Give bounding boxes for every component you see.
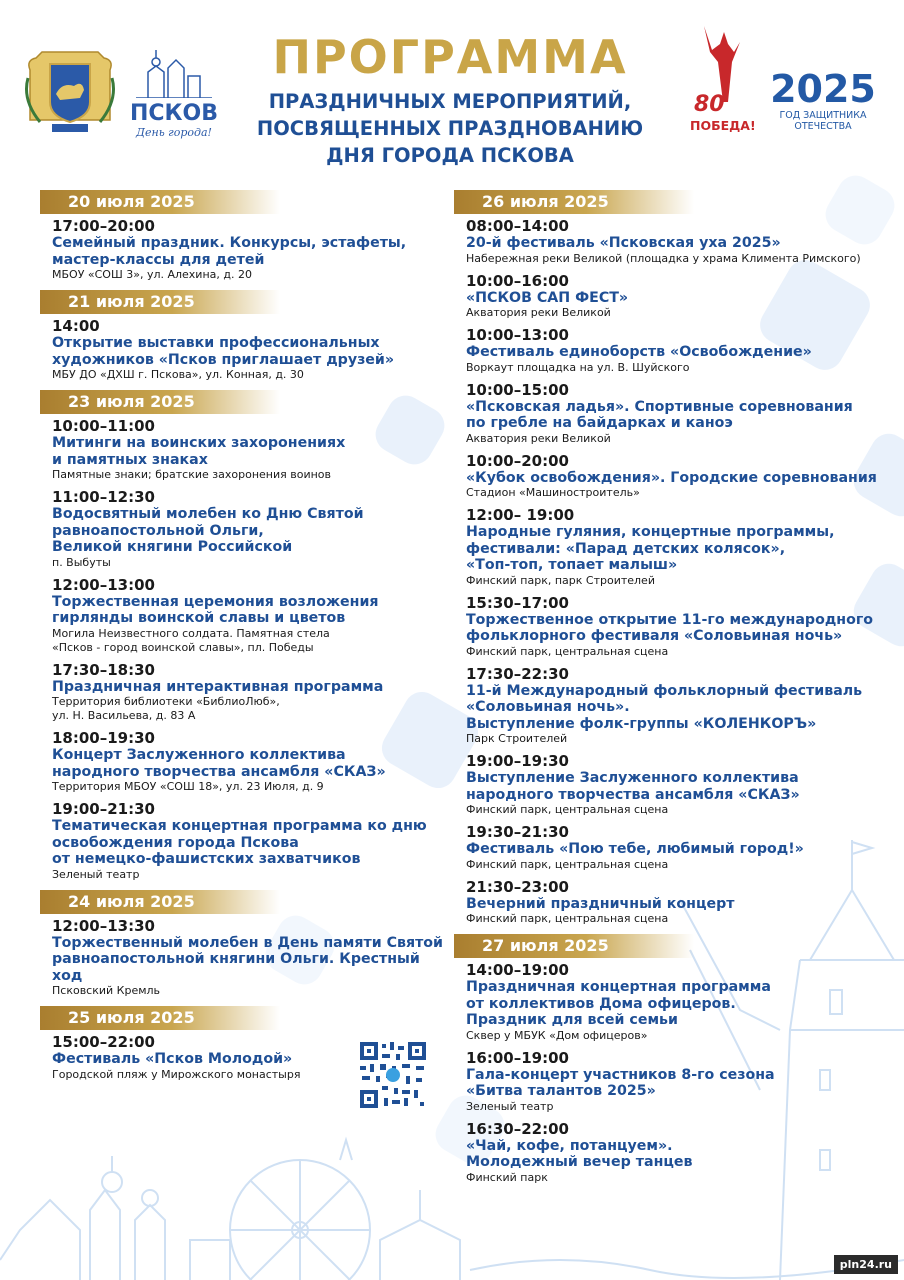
event-item: [466, 506, 886, 588]
event-item: [466, 878, 886, 927]
qr-code[interactable]: [358, 1040, 428, 1110]
event-name: 20-й фестиваль «Псковская уха 2025»: [466, 235, 781, 251]
event-place: Финский парк, центральная сцена: [466, 803, 669, 816]
event-item: [466, 1120, 886, 1185]
event-time: 15:00–22:00: [52, 1033, 155, 1051]
day-group: [52, 190, 452, 282]
event-name: Праздничная концертная программа от коллективов Дома офицеров. Праздник для всей семьи: [466, 979, 771, 1028]
event-item: [52, 800, 452, 882]
event-time: 17:30–22:30: [466, 664, 569, 683]
victory-word: ПОБЕДА!: [690, 118, 756, 133]
event-name: Торжественная церемония возложения гирлянды воинской славы и цветов: [52, 593, 379, 626]
event-time: 14:00–19:00: [466, 961, 569, 979]
event-name: Водосвятный молебен ко Дню Святой равноапостольной Ольги, Великой княгини Российской: [52, 506, 364, 555]
event-name: Выступление Заслуженного коллектива народного творчества ансамбля «СКАЗ»: [466, 770, 800, 803]
day-group: [52, 290, 452, 382]
event-place: МБОУ «СОШ 3», ул. Алехина, д. 20: [52, 268, 252, 281]
event-name: Праздничная интерактивная программа: [52, 678, 384, 695]
event-time: 19:30–21:30: [466, 823, 569, 841]
event-place: Финский парк, центральная сцена: [466, 644, 669, 658]
date-banner: 23 июля 2025: [40, 390, 280, 414]
event-name: 11-й Международный фольклорный фестиваль «Соловьиная ночь». Выступление фолк-группы «КОЛЕНКОРЪ»: [466, 682, 863, 732]
event-item: [52, 217, 452, 282]
event-name: Открытие выставки профессиональных художников «Псков приглашает друзей»: [52, 335, 395, 368]
event-place: Сквер у МБУК «Дом офицеров»: [466, 1028, 648, 1042]
event-item: [466, 961, 886, 1043]
event-item: [466, 665, 886, 747]
site-watermark: pln24.ru: [834, 1255, 898, 1274]
pskov-logo-tagline: День города!: [136, 126, 212, 139]
event-time: 21:30–23:00: [466, 877, 569, 896]
schedule-left-column: [52, 190, 452, 1090]
day-group: [466, 190, 886, 926]
event-place: Территория МБОУ «СОШ 18», ул. 23 Июля, д. 9: [52, 780, 324, 793]
date-banner: 21 июля 2025: [40, 290, 280, 314]
event-item: [52, 917, 452, 999]
motherland-statue-icon: [690, 22, 756, 102]
event-name: «Чай, кофе, потанцуем». Молодежный вечер танцев: [466, 1137, 693, 1170]
event-name: Фестиваль единоборств «Освобождение»: [466, 344, 812, 360]
date-banner: 25 июля 2025: [40, 1006, 280, 1030]
event-place: Акватория реки Великой: [466, 431, 611, 445]
event-item: [466, 752, 886, 817]
event-item: [466, 272, 886, 321]
event-place: Псковский Кремль: [52, 984, 161, 997]
kremlin-outline-icon: [128, 42, 220, 98]
event-name: Фестиваль «Псков Молодой»: [52, 1051, 293, 1067]
event-item: [52, 729, 452, 794]
page-header: [0, 0, 904, 180]
event-item: [466, 823, 886, 872]
victory-80-emblem: [690, 22, 756, 140]
event-item: [52, 417, 452, 482]
event-name: Вечерний праздничный концерт: [466, 895, 735, 912]
event-name: Гала-концерт участников 8-го сезона «Битва талантов 2025»: [466, 1066, 775, 1099]
event-time: 19:00–19:30: [466, 752, 569, 770]
event-time: 11:00–12:30: [52, 488, 155, 506]
subtitle-line: ДНЯ ГОРОДА ПСКОВА: [326, 144, 574, 167]
day-group: [52, 890, 452, 999]
subtitle-line: ПОСВЯЩЕННЫХ ПРАЗДНОВАНИЮ: [256, 117, 644, 140]
event-place: Зеленый театр: [466, 1099, 554, 1113]
event-item: [52, 317, 452, 382]
event-place: п. Выбуты: [52, 555, 111, 569]
event-name: Фестиваль «Пою тебе, любимый город!»: [466, 841, 804, 857]
event-item: [52, 576, 452, 655]
event-time: 14:00: [52, 317, 100, 335]
date-banner: 20 июля 2025: [40, 190, 280, 214]
event-place: МБУ ДО «ДХШ г. Пскова», ул. Конная, д. 30: [52, 368, 304, 381]
event-place: Стадион «Машиностроитель»: [466, 486, 640, 499]
defender-year-logo: [768, 68, 878, 132]
event-time: 16:00–19:00: [466, 1048, 569, 1067]
event-place: Акватория реки Великой: [466, 306, 611, 319]
event-time: 12:00–13:30: [52, 916, 155, 935]
date-banner: 26 июля 2025: [454, 190, 694, 214]
event-name: «ПСКОВ САП ФЕСТ»: [466, 289, 629, 306]
event-place: Финский парк, парк Строителей: [466, 573, 655, 587]
event-name: Народные гуляния, концертные программы, фестивали: «Парад детских колясок», «Топ-топ, топает малыш»: [466, 524, 835, 573]
event-item: [466, 1049, 886, 1114]
event-time: 17:00–20:00: [52, 217, 155, 235]
event-place: Финский парк, центральная сцена: [466, 912, 669, 925]
event-item: [466, 217, 886, 266]
event-item: [466, 452, 886, 501]
event-name: Торжественный молебен в День памяти Святой равноапостольной княгини Ольги. Крестный ход: [52, 934, 443, 984]
day-group: [466, 934, 886, 1185]
schedule-right-column: [466, 190, 886, 1193]
event-time: 19:00–21:30: [52, 800, 155, 818]
event-time: 10:00–13:00: [466, 326, 569, 344]
event-time: 10:00–16:00: [466, 271, 569, 290]
pskov-day-logo: [128, 42, 220, 138]
event-place: Парк Строителей: [466, 732, 568, 745]
year-caption: ОТЕЧЕСТВА: [794, 121, 852, 132]
event-name: «Кубок освобождения». Городские соревнования: [466, 469, 877, 486]
event-name: Семейный праздник. Конкурсы, эстафеты, мастер-классы для детей: [52, 235, 407, 268]
year-caption: ГОД ЗАЩИТНИКА: [779, 110, 867, 121]
event-time: 12:00– 19:00: [466, 506, 575, 524]
page-title: ПРОГРАММА: [272, 30, 628, 84]
event-place: Территория библиотеки «БиблиоЛюб», ул. Н. Васильева, д. 83 А: [52, 695, 280, 722]
event-name: Торжественное открытие 11-го международного фольклорного фестиваля «Соловьиная ночь»: [466, 611, 873, 644]
event-time: 08:00–14:00: [466, 217, 569, 235]
event-time: 17:30–18:30: [52, 660, 155, 679]
event-time: 16:30–22:00: [466, 1119, 569, 1138]
event-time: 10:00–11:00: [52, 417, 155, 435]
event-name: «Псковская ладья». Спортивные соревнования по гребле на байдарках и каноэ: [466, 398, 853, 431]
event-item: [466, 594, 886, 659]
event-item: [52, 488, 452, 570]
event-name: Тематическая концертная программа ко дню освобождения города Пскова от немецко-фашистских захватчиков: [52, 818, 427, 867]
event-place: Зеленый театр: [52, 867, 140, 881]
event-name: Митинги на воинских захоронениях и памятных знаках: [52, 435, 346, 468]
event-place: Памятные знаки; братские захоронения воинов: [52, 468, 331, 481]
event-time: 18:00–19:30: [52, 729, 155, 747]
event-place: Могила Неизвестного солдата. Памятная стела «Псков - город воинской славы», пл. Победы: [52, 626, 330, 654]
event-time: 15:30–17:00: [466, 593, 569, 612]
pskov-coat-of-arms-icon: [22, 50, 118, 134]
subtitle-line: ПРАЗДНИЧНЫХ МЕРОПРИЯТИЙ,: [268, 90, 632, 113]
event-place: Воркаут площадка на ул. В. Шуйского: [466, 360, 690, 374]
event-place: Финский парк: [466, 1170, 548, 1184]
date-banner: 24 июля 2025: [40, 890, 280, 914]
event-time: 10:00–20:00: [466, 451, 569, 470]
event-item: [466, 326, 886, 375]
event-item: [52, 661, 452, 724]
pskov-logo-text: ПСКОВ: [129, 101, 218, 126]
event-time: 10:00–15:00: [466, 380, 569, 399]
event-item: [466, 381, 886, 446]
event-name: Концерт Заслуженного коллектива народного творчества ансамбля «СКАЗ»: [52, 747, 386, 780]
event-place: Набережная реки Великой (площадка у храма Климента Римского): [466, 251, 861, 265]
date-banner: 27 июля 2025: [454, 934, 694, 958]
event-place: Городской пляж у Мирожского монастыря: [52, 1067, 301, 1081]
event-time: 12:00–13:00: [52, 575, 155, 594]
year-number: 2025: [770, 67, 876, 111]
page-subtitle: [210, 88, 690, 169]
victory-number: 80: [694, 92, 725, 117]
day-group: [52, 390, 452, 882]
event-place: Финский парк, центральная сцена: [466, 857, 669, 871]
